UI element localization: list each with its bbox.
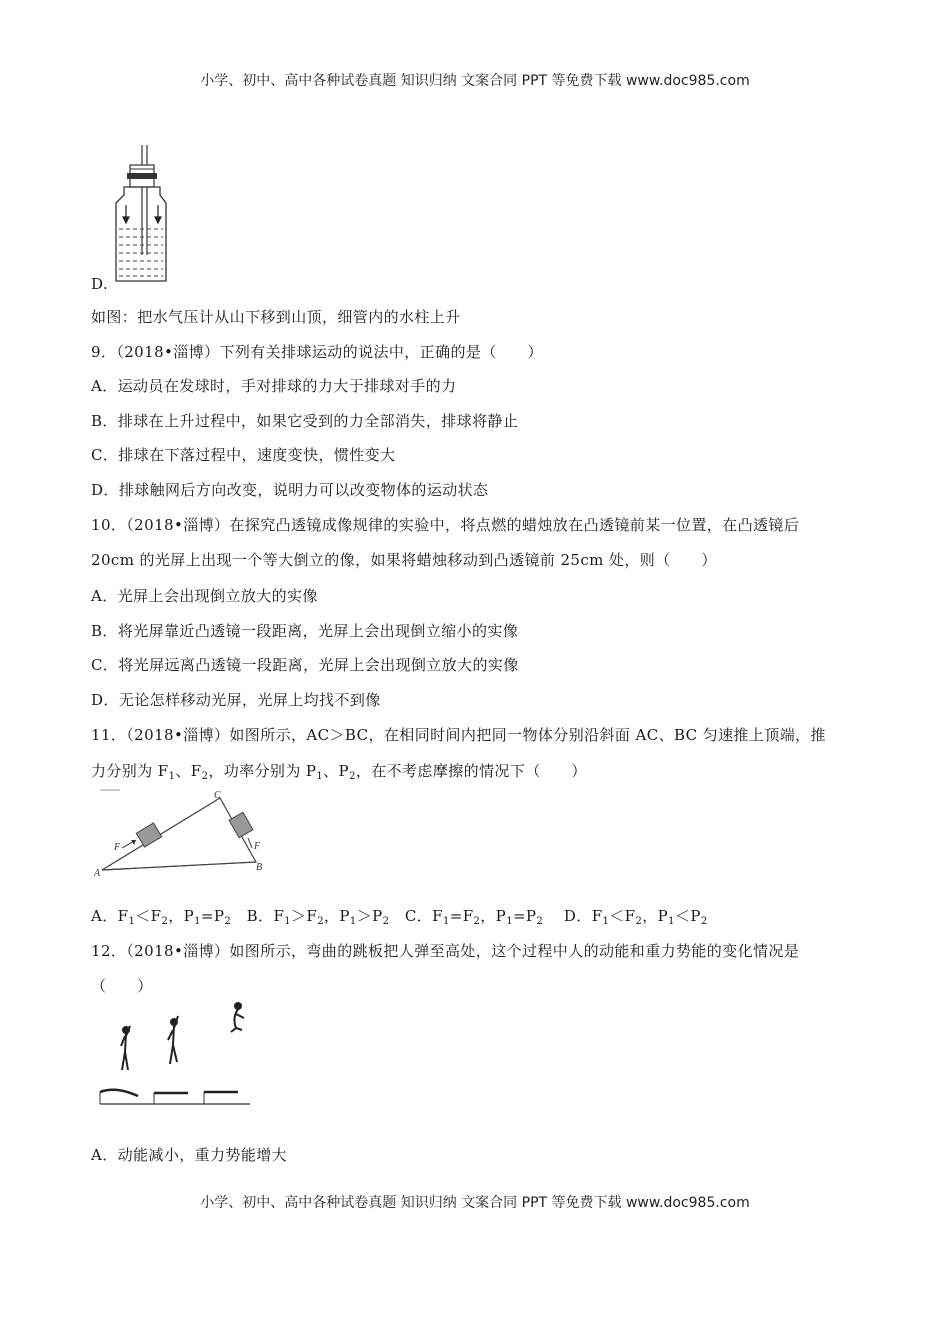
q9-stem: 9．（2018•淄博）下列有关排球运动的说法中，正确的是（ ） — [91, 343, 543, 361]
q9-option-d: D．排球触网后方向改变，说明力可以改变物体的运动状态 — [91, 481, 489, 499]
diver-figure-1 — [121, 1026, 130, 1070]
q11-option-c: C．$F_1=F_2$，$P_1=P_2$ — [404, 907, 544, 927]
diver-figure-3 — [231, 1003, 244, 1032]
q12-stem: 12．（2018•淄博）如图所示，弯曲的跳板把人弹至高处，这个过程中人的动能和重力势能的变化情况是 — [91, 942, 800, 960]
diver-figure-2 — [168, 1016, 178, 1064]
label-a: A — [94, 868, 101, 879]
barometer-bottle — [116, 187, 166, 281]
q11-option-d: D．$F_1<F_2$，$P_1<P_2$ — [563, 907, 708, 927]
label-c: C — [214, 790, 221, 801]
barometer-tube — [142, 145, 147, 255]
springboard-bent — [100, 1090, 138, 1096]
incline-triangle — [102, 798, 256, 870]
block-on-ac — [136, 823, 161, 847]
page-header: 小学、初中、高中各种试卷真题 知识归纳 文案合同 PPT 等免费下载 www.doc985.com — [200, 73, 750, 89]
water-level — [119, 229, 163, 276]
q10-stem-line1: 10．（2018•淄博）在探究凸透镜成像规律的实验中，将点燃的蜡烛放在凸透镜前某一位置，在凸透镜后 — [91, 516, 800, 534]
label-f2: F — [254, 841, 261, 852]
q12-option-a: A．动能减小，重力势能增大 — [91, 1146, 288, 1164]
block-on-bc — [229, 812, 253, 837]
springboard-figure — [96, 1000, 256, 1108]
q11-options — [91, 905, 708, 927]
q10-option-c: C．将光屏远离凸透镜一段距离，光屏上会出现倒立放大的实像 — [91, 656, 519, 674]
barometer-figure — [112, 143, 172, 285]
incline-figure — [94, 788, 274, 880]
page-footer: 小学、初中、高中各种试卷真题 知识归纳 文案合同 PPT 等免费下载 www.doc985.com — [200, 1195, 750, 1211]
q9-option-a: A．运动员在发球时，手对排球的力大于排球对手的力 — [91, 377, 457, 395]
q9-option-c: C．排球在下落过程中，速度变快，惯性变大 — [91, 446, 396, 464]
q10-stem-line2: 20cm 的光屏上出现一个等大倒立的像，如果将蜡烛移动到凸透镜前 25cm 处，则（ ） — [91, 551, 717, 569]
q11-option-a: A．$F_1<F_2$，$P_1=P_2$ — [91, 907, 232, 927]
q11-stem-line1: 11．（2018•淄博）如图所示，AC＞BC，在相同时间内把同一物体分别沿斜面 AC、BC 匀速推上顶端，推 — [91, 726, 826, 744]
q12-stem-paren: （ ） — [91, 977, 153, 995]
q9-option-b: B．排球在上升过程中，如果它受到的力全部消失，排球将静止 — [91, 412, 519, 430]
q8-option-d-text: 如图：把水气压计从山下移到山顶，细管内的水柱上升 — [91, 308, 461, 326]
label-b: B — [256, 862, 263, 873]
ground-line — [102, 862, 256, 870]
label-f1: F — [114, 842, 121, 853]
q10-option-b: B．将光屏靠近凸透镜一段距离，光屏上会出现倒立缩小的实像 — [91, 622, 519, 640]
q8-option-d-label: D. — [91, 275, 109, 293]
q10-option-d: D．无论怎样移动光屏，光屏上均找不到像 — [91, 691, 381, 709]
q11-option-b: B．$F_1>F_2$，$P_1>P_2$ — [246, 907, 390, 927]
q11-stem-line2: 力分别为 $F_1$、$F_2$，功率分别为 $P_1$、$P_2$，在不考虑摩擦的情况下（ ） — [91, 762, 587, 782]
q10-option-a: A．光屏上会出现倒立放大的实像 — [91, 587, 318, 605]
